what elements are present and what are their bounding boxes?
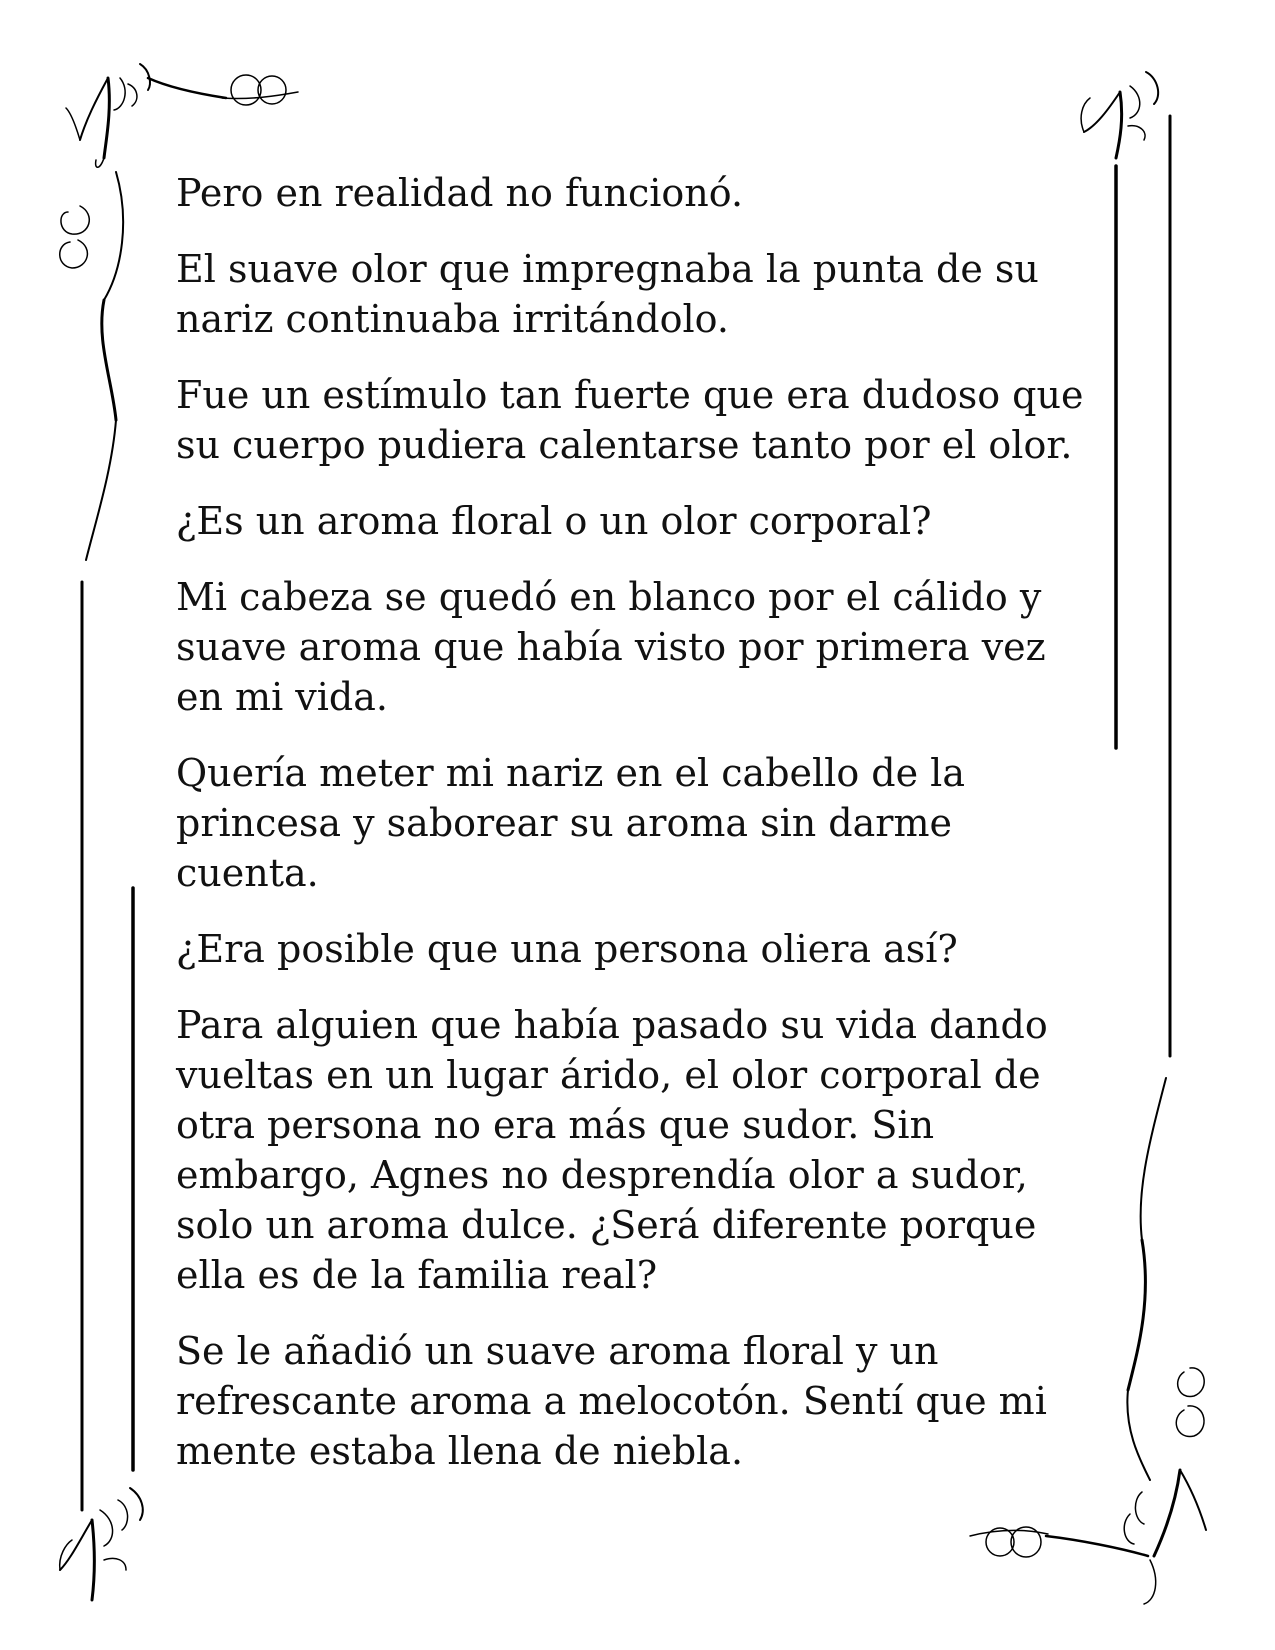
- paragraph: [176, 168, 1096, 218]
- text-line: nariz continuaba irritándolo.: [176, 297, 729, 341]
- paragraph: [176, 370, 1096, 470]
- text-line: mente estaba llena de niebla.: [176, 1429, 744, 1473]
- text-line: en mi vida.: [176, 675, 388, 719]
- text-line: Para alguien que había pasado su vida dando: [176, 1003, 1048, 1047]
- paragraph: [176, 572, 1096, 722]
- text-line: cuenta.: [176, 851, 319, 895]
- paragraph: [176, 748, 1096, 898]
- text-line: otra persona no era más que sudor. Sin: [176, 1103, 935, 1147]
- paragraph: [176, 496, 1096, 546]
- text-line: ella es de la familia real?: [176, 1253, 658, 1297]
- swirl-corner-bottom-left-icon: [60, 1488, 143, 1600]
- text-line: vueltas en un lugar árido, el olor corporal de: [176, 1053, 1041, 1097]
- paragraph: [176, 244, 1096, 344]
- paragraph: [176, 1326, 1096, 1476]
- text-line: Quería meter mi nariz en el cabello de la: [176, 751, 965, 795]
- swirl-corner-top-right-icon: [1081, 72, 1158, 158]
- text-line: suave aroma que había visto por primera vez: [176, 625, 1046, 669]
- text-line: ¿Es un aroma floral o un olor corporal?: [176, 499, 932, 543]
- paragraph: [176, 924, 1096, 974]
- paragraph: [176, 1000, 1096, 1300]
- text-line: Se le añadió un suave aroma floral y un: [176, 1329, 939, 1373]
- text-line: princesa y saborear su aroma sin darme: [176, 801, 952, 845]
- text-line: Mi cabeza se quedó en blanco por el cálido y: [176, 575, 1042, 619]
- text-line: Pero en realidad no funcionó.: [176, 171, 744, 215]
- text-line: su cuerpo pudiera calentarse tanto por el olor.: [176, 423, 1073, 467]
- text-line: ¿Era posible que una persona oliera así?: [176, 927, 958, 971]
- text-line: refrescante aroma a melocotón. Sentí que mi: [176, 1379, 1047, 1423]
- text-line: El suave olor que impregnaba la punta de su: [176, 247, 1039, 291]
- text-line: embargo, Agnes no desprendía olor a sudor,: [176, 1153, 1028, 1197]
- text-line: Fue un estímulo tan fuerte que era dudoso que: [176, 373, 1084, 417]
- chapter-text: [176, 168, 1096, 1502]
- text-line: solo un aroma dulce. ¿Será diferente porque: [176, 1203, 1037, 1247]
